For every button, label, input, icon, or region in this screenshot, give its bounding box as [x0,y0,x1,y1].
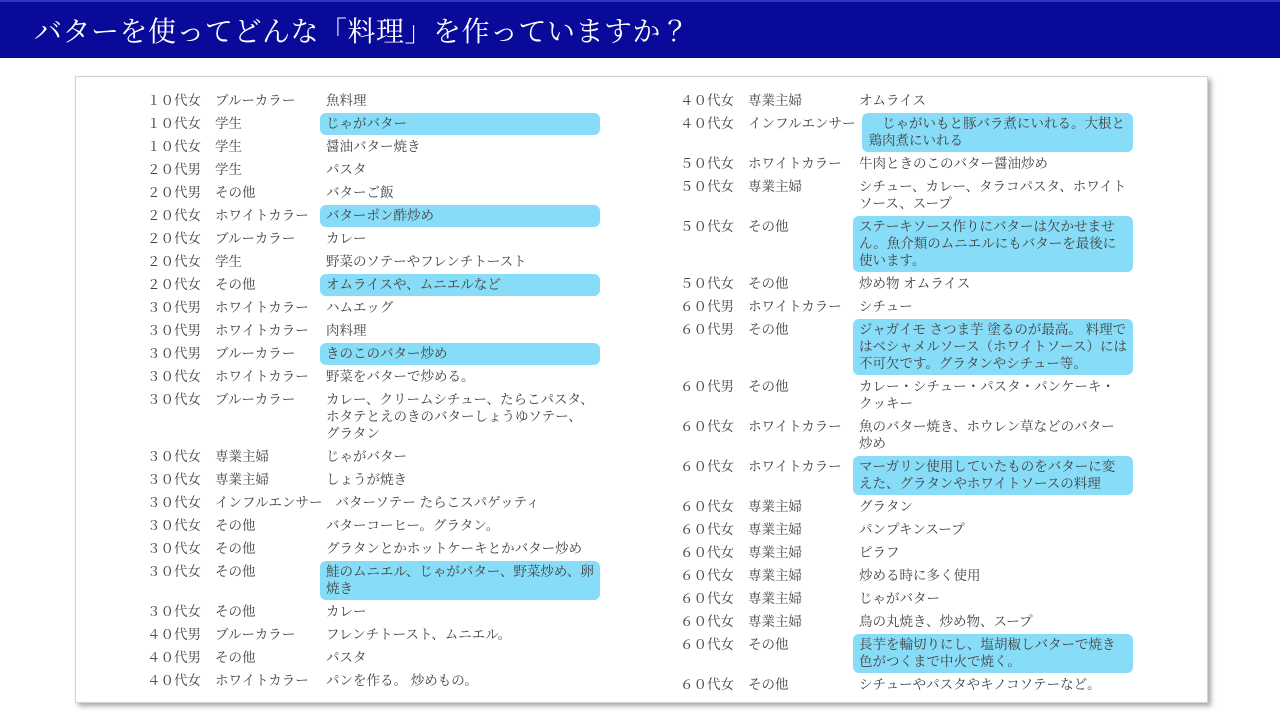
age-gender-label: ２０代女 [147,231,201,246]
response-row [680,92,1133,109]
response-row [680,613,1133,630]
age-gender-label: ３０代女 [147,495,201,510]
answer-text: カレー [326,231,367,246]
answer-text: 炒め物 オムライス [859,276,971,291]
response-row [147,92,600,109]
age-gender-label: ６０代女 [680,545,734,560]
response-row [680,521,1133,538]
response-row [680,544,1133,561]
answer-text-highlighted: ステーキソース作りにバターは欠かせません。魚介類のムニエルにもバターを最後に使います。 [853,216,1133,272]
occupation-label: その他 [748,637,789,652]
answer-text-highlighted: バターポン酢炒め [320,205,600,227]
answer-text: フレンチトースト、ムニエル。 [326,627,512,642]
response-row [147,471,600,488]
age-gender-label: ６０代女 [680,568,734,583]
response-row [147,253,600,270]
response-row [147,230,600,247]
age-gender-label: ２０代女 [147,208,201,223]
occupation-label: その他 [215,518,256,533]
age-gender-label: ６０代女 [680,419,734,434]
occupation-label: その他 [215,541,256,556]
answer-text: パンプキンスープ [859,522,965,537]
response-row [147,448,600,465]
answer-text: バターコーヒー。グラタン。 [326,518,500,533]
age-gender-label: １０代女 [147,139,201,154]
occupation-label: 学生 [215,116,242,131]
response-row [680,418,1133,452]
occupation-label: ホワイトカラー [215,208,309,223]
age-gender-label: ３０代女 [147,541,201,556]
answer-text: パスタ [326,650,367,665]
answer-text-highlighted: ジャガイモ さつま芋 塗るのが最高。 料理ではベシャメルソース（ホワイトソース）には不可欠です。グラタンやシチュー等。 [853,319,1133,375]
age-gender-label: ４０代男 [147,627,201,642]
age-gender-label: ４０代女 [680,93,734,108]
answer-text: グラタンとかホットケーキとかバター炒め [326,541,583,556]
occupation-label: 専業主婦 [748,93,802,108]
occupation-label: ホワイトカラー [748,419,842,434]
age-gender-label: １０代女 [147,116,201,131]
response-row [147,603,600,620]
age-gender-label: ３０代女 [147,472,201,487]
occupation-label: 学生 [215,162,242,177]
occupation-label: インフルエンサー [215,495,323,510]
response-row [147,540,600,557]
age-gender-label: ２０代女 [147,277,201,292]
occupation-label: インフルエンサー [748,116,856,131]
response-row [680,378,1133,412]
response-row [147,494,600,511]
age-gender-label: ３０代女 [147,369,201,384]
age-gender-label: ６０代女 [680,499,734,514]
answer-text: じゃがバター [326,449,407,464]
answer-text: ピラフ [859,545,900,560]
occupation-label: その他 [748,322,789,337]
response-row [147,563,600,597]
answer-text: 魚のバター焼き、ホウレン草などのバター炒め [859,419,1115,451]
response-row [680,178,1133,212]
occupation-label: 専業主婦 [748,568,802,583]
age-gender-label: ３０代男 [147,323,201,338]
age-gender-label: ６０代女 [680,522,734,537]
answer-text: シチュー、カレー、タラコパスタ、ホワイトソース、スープ [859,179,1127,211]
age-gender-label: ６０代女 [680,459,734,474]
age-gender-label: ５０代女 [680,219,734,234]
response-row [680,275,1133,292]
occupation-label: 学生 [215,139,242,154]
occupation-label: 専業主婦 [748,499,802,514]
response-row [147,672,600,689]
occupation-label: その他 [748,379,789,394]
answer-text: 牛肉ときのこのバター醤油炒め [859,156,1048,171]
occupation-label: その他 [748,219,789,234]
response-row [680,321,1133,372]
answer-text: 野菜のソテーやフレンチトースト [326,254,527,269]
age-gender-label: ３０代男 [147,346,201,361]
response-row [147,138,600,155]
age-gender-label: ４０代女 [147,673,201,688]
age-gender-label: ６０代男 [680,299,734,314]
answer-text-highlighted: じゃがバター [320,113,600,135]
responses-card [75,76,1208,703]
age-gender-label: ２０代男 [147,162,201,177]
occupation-label: その他 [215,650,256,665]
response-row [147,207,600,224]
answer-text: ハムエッグ [326,300,394,315]
answer-text: シチューやパスタやキノコソテーなど。 [859,677,1101,692]
answer-text: じゃがバター [859,591,940,606]
response-row [147,322,600,339]
age-gender-label: ５０代女 [680,156,734,171]
age-gender-label: ３０代女 [147,604,201,619]
occupation-label: ブルーカラー [215,93,296,108]
occupation-label: その他 [748,677,789,692]
occupation-label: その他 [215,604,256,619]
answer-text: カレー [326,604,367,619]
age-gender-label: ５０代女 [680,179,734,194]
answer-text-highlighted: 鮭のムニエル、じゃがバター、野菜炒め、卵焼き [320,561,600,600]
occupation-label: ホワイトカラー [215,369,309,384]
answer-text: バターソテー たらこスパゲッティ [335,495,540,510]
response-row [147,649,600,666]
answer-text: シチュー [859,299,913,314]
age-gender-label: ４０代男 [147,650,201,665]
response-row [680,298,1133,315]
answer-text: 魚料理 [326,93,367,108]
answer-text: しょうが焼き [326,472,407,487]
response-row [147,626,600,643]
age-gender-label: ５０代女 [680,276,734,291]
age-gender-label: ６０代女 [680,614,734,629]
age-gender-label: １０代女 [147,93,201,108]
occupation-label: 学生 [215,254,242,269]
answer-text-highlighted: オムライスや、ムニエルなど [320,274,600,296]
occupation-label: ホワイトカラー [748,459,842,474]
occupation-label: 専業主婦 [748,522,802,537]
response-row [680,498,1133,515]
answer-text: 野菜をバターで炒める。 [326,369,475,384]
age-gender-label: ４０代女 [680,116,734,131]
response-row [147,184,600,201]
age-gender-label: ６０代女 [680,591,734,606]
age-gender-label: ３０代女 [147,564,201,579]
response-row [680,590,1133,607]
occupation-label: ホワイトカラー [748,156,842,171]
occupation-label: 専業主婦 [748,545,802,560]
age-gender-label: ６０代女 [680,637,734,652]
occupation-label: ブルーカラー [215,346,296,361]
answer-text-highlighted: きのこのバター炒め [320,343,600,365]
occupation-label: その他 [748,276,789,291]
occupation-label: 専業主婦 [748,614,802,629]
age-gender-label: ３０代男 [147,300,201,315]
age-gender-label: ２０代男 [147,185,201,200]
answer-text-highlighted: 長芋を輪切りにし、塩胡椒しバターで焼き色がつくまで中火で焼く。 [853,634,1133,673]
answer-text-highlighted: マーガリン使用していたものをバターに変えた、グラタンやホワイトソースの料理 [853,456,1133,495]
page-header [0,0,1280,58]
age-gender-label: ６０代男 [680,379,734,394]
answer-text: グラタン [859,499,913,514]
response-row [680,218,1133,269]
answer-text: オムライス [859,93,926,108]
occupation-label: 専業主婦 [215,472,269,487]
answer-text: バターご飯 [326,185,394,200]
occupation-label: その他 [215,185,256,200]
occupation-label: 専業主婦 [215,449,269,464]
occupation-label: ホワイトカラー [215,673,309,688]
response-row [680,155,1133,172]
response-row [680,115,1133,149]
response-row [680,676,1133,693]
responses-column-left [147,92,600,695]
age-gender-label: ６０代女 [680,677,734,692]
answer-text-highlighted: じゃがいもと豚バラ煮にいれる。大根と鶏肉煮にいれる [862,113,1133,152]
age-gender-label: ３０代女 [147,449,201,464]
response-row [147,345,600,362]
occupation-label: 専業主婦 [748,591,802,606]
occupation-label: 専業主婦 [748,179,802,194]
response-row [147,299,600,316]
occupation-label: ブルーカラー [215,231,296,246]
age-gender-label: ３０代女 [147,392,201,407]
answer-text: 醤油バター焼き [326,139,421,154]
response-row [147,517,600,534]
response-row [680,636,1133,670]
answer-text: パスタ [326,162,367,177]
occupation-label: ブルーカラー [215,627,296,642]
occupation-label: ブルーカラー [215,392,296,407]
answer-text: カレー、クリームシチュー、たらこパスタ、ホタテとえのきのバターしょうゆソテー、グラタン [326,392,594,441]
response-row [680,458,1133,492]
responses-column-right [680,92,1133,699]
occupation-label: ホワイトカラー [215,323,309,338]
answer-text: 肉料理 [326,323,367,338]
occupation-label: ホワイトカラー [215,300,309,315]
occupation-label: その他 [215,277,256,292]
answer-text: 炒める時に多く使用 [859,568,981,583]
occupation-label: ホワイトカラー [748,299,842,314]
response-row [147,368,600,385]
occupation-label: その他 [215,564,256,579]
age-gender-label: ６０代男 [680,322,734,337]
response-row [680,567,1133,584]
response-row [147,391,600,442]
page-title: バターを使ってどんな「料理」を作っていますか？ [34,16,690,47]
answer-text: カレー・シチュー・パスタ・パンケーキ・クッキー [859,379,1115,411]
response-row [147,276,600,293]
age-gender-label: ３０代女 [147,518,201,533]
response-row [147,161,600,178]
answer-text: 鳥の丸焼き、炒め物、スープ [859,614,1033,629]
answer-text: パンを作る。 炒めもの。 [326,673,478,688]
response-row [147,115,600,132]
age-gender-label: ２０代女 [147,254,201,269]
